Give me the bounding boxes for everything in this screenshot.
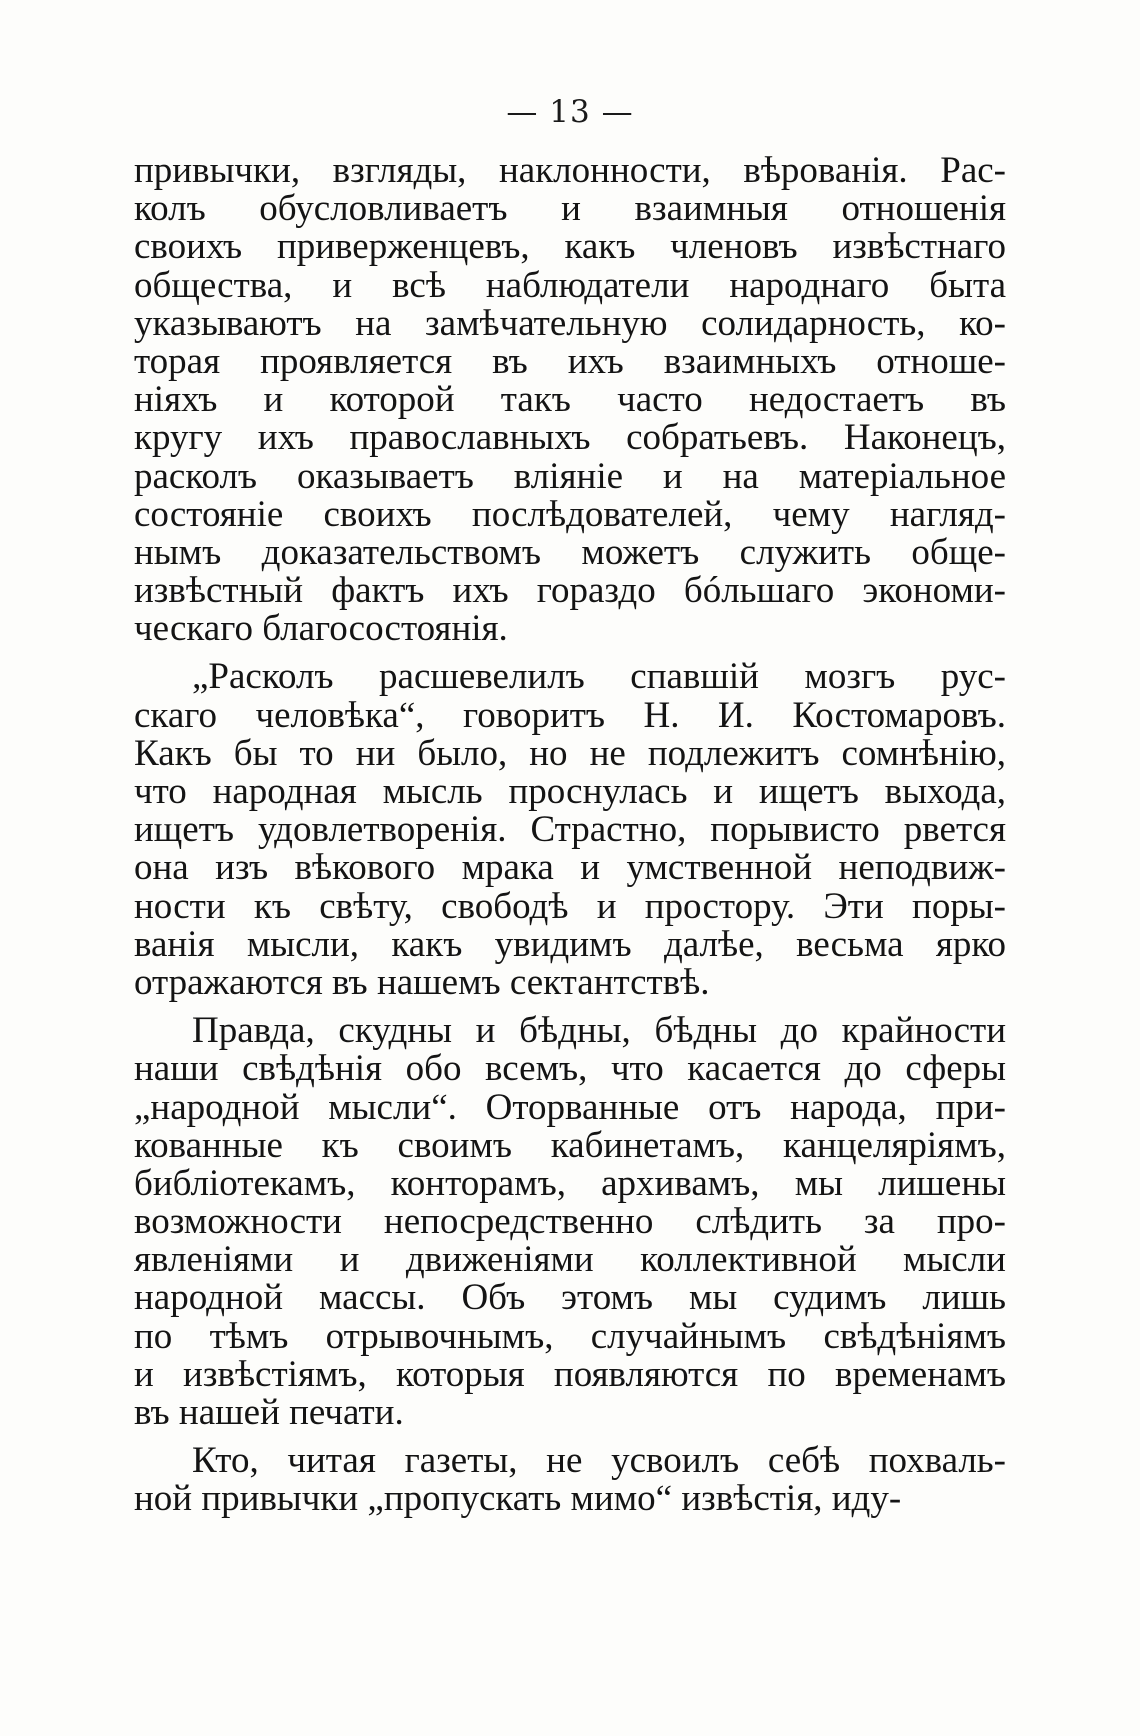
text-line: „народной мысли“. Оторванные отъ народа, при- — [134, 1088, 1006, 1127]
paragraph — [134, 1012, 1006, 1432]
text-line: что народная мысль проснулась и ищетъ выхода, — [134, 773, 1006, 812]
text-line: Правда, скудны и бѣдны, бѣдны до крайности — [192, 1012, 1006, 1051]
text-line: по тѣмъ отрывочнымъ, случайнымъ свѣдѣніямъ — [134, 1317, 1006, 1356]
page-number: — 13 — — [506, 94, 634, 130]
text-line: и извѣстіямъ, которыя появляются по временамъ — [134, 1355, 1006, 1394]
paragraph-gap — [134, 648, 1006, 658]
text-line: ищетъ удовлетворенія. Страстно, порывисто рвется — [134, 811, 1006, 850]
text-line: отражаются въ нашемъ сектантствѣ. — [134, 963, 710, 1003]
text-line: скаго человѣка“, говоритъ Н. И. Костомаровъ. — [134, 696, 1006, 735]
text-line: своихъ приверженцевъ, какъ членовъ извѣстнаго — [134, 228, 1006, 267]
text-line: привычки, взгляды, наклонности, вѣрованія. Рас- — [134, 152, 1006, 191]
text-line: Какъ бы то ни было, но не подлежитъ сомнѣнію, — [134, 734, 1006, 773]
text-line: торая проявляется въ ихъ взаимныхъ отноше- — [134, 342, 1006, 382]
text-line: ванія мысли, какъ увидимъ далѣе, весьма ярко — [134, 925, 1006, 964]
text-line: ніяхъ и которой такъ часто недостаетъ въ — [134, 381, 1006, 420]
text-line: народной массы. Объ этомъ мы судимъ лишь — [134, 1279, 1006, 1318]
text-line: библіотекамъ, конторамъ, архивамъ, мы лишены — [134, 1164, 1006, 1204]
text-line: Кто, читая газеты, не усвоилъ себѣ похваль- — [192, 1442, 1006, 1481]
text-line: ности къ свѣту, свободѣ и простору. Эти поры- — [134, 887, 1006, 926]
text-line: расколъ оказываетъ вліяніе и на матеріальное — [134, 457, 1006, 496]
text-line: наши свѣдѣнія обо всемъ, что касается до сферы — [134, 1050, 1006, 1089]
text-line: ной привычки „пропускать мимо“ извѣстія, иду- — [134, 1480, 902, 1519]
text-line: ческаго благосостоянія. — [134, 610, 508, 649]
text-line: кругу ихъ православныхъ собратьевъ. Наконецъ, — [134, 419, 1006, 458]
text-line: нымъ доказательствомъ можетъ служить обще- — [134, 533, 1006, 573]
text-line: кованные къ своимъ кабинетамъ, канцеляріямъ, — [134, 1126, 1006, 1165]
text-line: указываютъ на замѣчательную солидарность, ко- — [134, 304, 1006, 343]
paragraph-gap — [134, 1432, 1006, 1442]
text-line: „Расколъ расшевелилъ спавшій мозгъ рус- — [192, 658, 1006, 697]
text-line: явленіями и движеніями коллективной мысли — [134, 1241, 1006, 1280]
text-line: общества, и всѣ наблюдатели народнаго быта — [134, 266, 1006, 305]
text-line: извѣстный фактъ ихъ гораздо бóльшаго экономи- — [134, 572, 1006, 611]
text-line: въ нашей печати. — [134, 1394, 404, 1433]
body-text — [134, 152, 1006, 1519]
text-line: возможности непосредственно слѣдить за про- — [134, 1203, 1006, 1242]
text-line: колъ обусловливаетъ и взаимныя отношенія — [134, 190, 1006, 229]
paragraph-gap — [134, 1002, 1006, 1012]
text-line: она изъ вѣкового мрака и умственной неподвиж- — [134, 849, 1006, 888]
text-line: состояніе своихъ послѣдователей, чему нагляд- — [134, 495, 1006, 534]
paragraph — [134, 152, 1006, 648]
paragraph — [134, 1442, 1006, 1518]
paragraph — [134, 658, 1006, 1002]
